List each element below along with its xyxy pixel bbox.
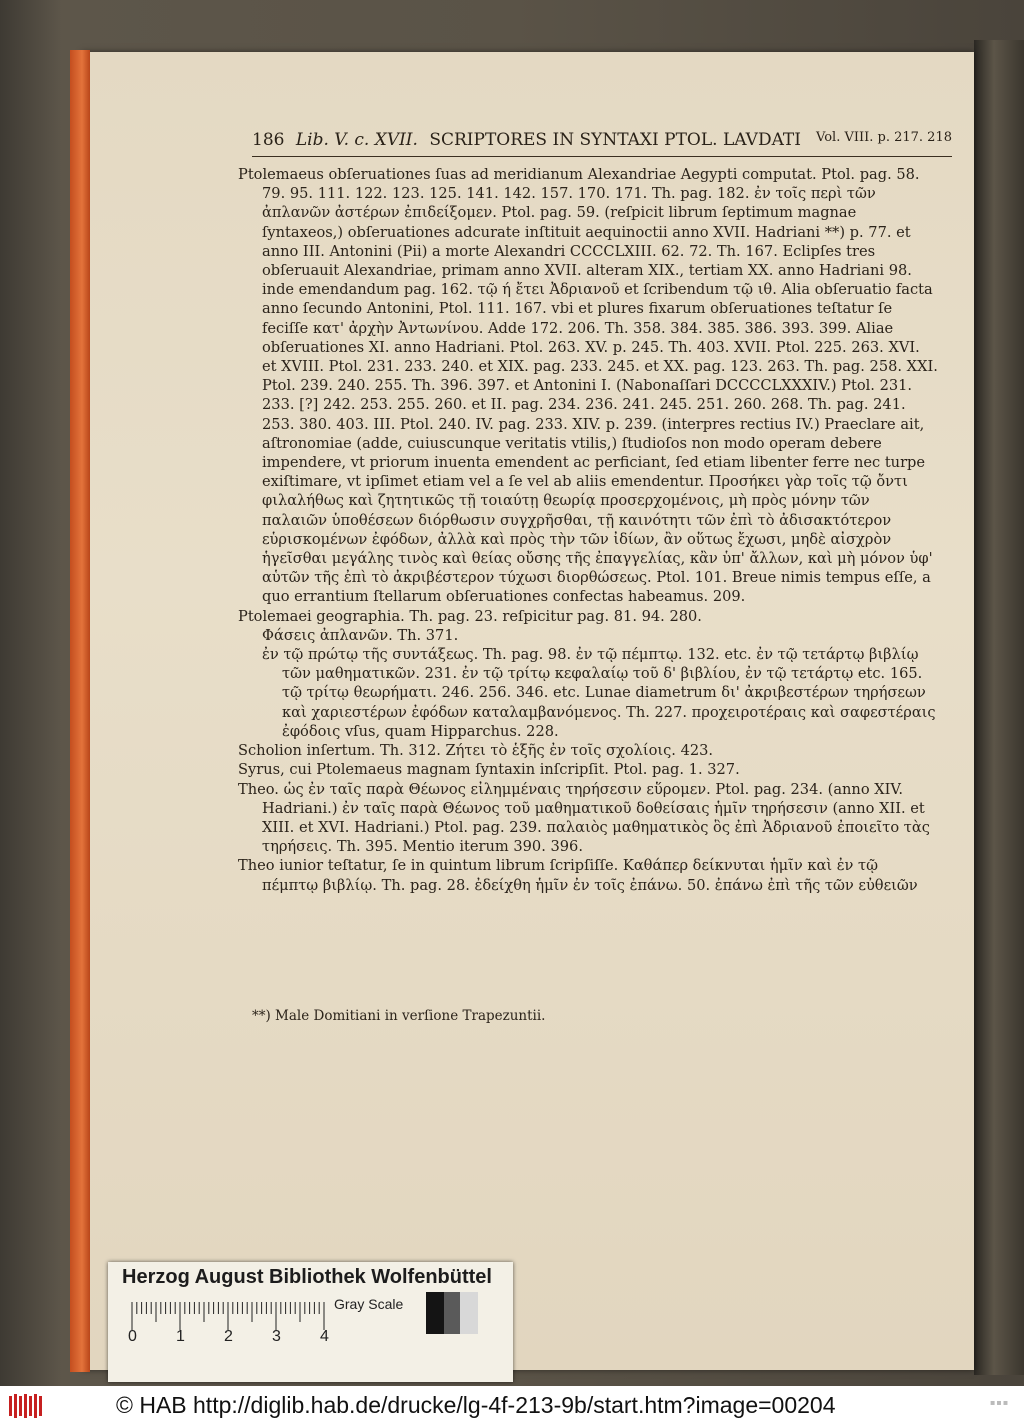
page-body-text xyxy=(238,165,938,895)
copyright-url[interactable]: © HAB http://diglib.hab.de/drucke/lg-4f-213-9b/start.htm?image=00204 xyxy=(116,1392,836,1418)
ruler-number: 4 xyxy=(320,1328,329,1345)
hab-logo-icon xyxy=(8,1392,44,1420)
footnote: **) Male Domitiani in verſione Trapezuntii. xyxy=(252,1008,546,1024)
library-name: Herzog August Bibliothek Wolfenbüttel xyxy=(122,1266,492,1288)
body-paragraph: Ptolemaeus obſeruationes ſuas ad meridianum Alexandriae Aegypti computat. Ptol. pag. 58. 79. 95. 111. 122. 123. 125. 141. 142. 157. 170. 171. Th. pag. 182. ἐν τοῖς περὶ τῶν ἀπλανῶν ἀστέρων ἐπιδείξομεν. Ptol. pag. 59. (reſpicit librum ſeptimum magnae ſyntaxeos,) obſeruationes adcurate inſtituit aequinoctii anno XVII. Hadriani **) p. 77. et anno III. Antonini (Pii) a morte Alexandri CCCCLXIII. 62. 72. Th. 167. Eclipſes tres obſeruauit Alexandriae, primam anno XVII. alteram XIX., tertiam XX. anno Hadriani 98. inde emendandum pag. 162. τῷ ή ἔτει Ἀδριανοῦ et ſcribendum τῷ ιθ. Alia obſeruatio facta anno ſecundo Antonini, Ptol. 111. 167. vbi et plures fixarum obſeruationes teſtatur ſe feciſſe κατ' ἀρχὴν Ἀντωνίνου. Adde 172. 206. Th. 358. 384. 385. 386. 393. 399. Aliae obſeruationes XI. anno Hadriani. Ptol. 263. XV. p. 245. Th. 403. XVII. Ptol. 225. 263. XVI. et XVIII. Ptol. 231. 233. 240. et XIX. pag. 233. 245. et XX. pag. 123. 263. Th. pag. 258. XXI. Ptol. 239. 240. 255. Th. 396. 397. et Antonini I. (Nabonaſſari DCCCCLXXXIV.) Ptol. 231. 233. [?] 242. 253. 255. 260. et II. pag. 234. 236. 241. 245. 251. 260. 268. Th. pag. 241. 253. 380. 403. III. Ptol. 240. IV. pag. 233. XIV. p. 239. (interpres rectius IV.) Praeclare ait, aſtronomiae (adde, cuiuscunque veritatis vtilis,) ſtudioſos non modo operam debere impendere, vt priorum inuenta emendent ac perficiant, ſed etiam libenter ferre nec turpe exiſtimare, vt ipſimet etiam vel a ſe vel ab aliis emendentur. Προσήκει γὰρ τοῖς τῷ ὄντι φιλαλήθως καὶ ζητητικῶς τῇ τοιαύτῃ θεωρίᾳ προσερχομένοις, μὴ πρὸς μόνην τῶν παλαιῶν ὑποθέσεων διόρθωσιν συγχρῆσθαι, τῇ καινότητι τῶν ἐπὶ τὸ ἀδισακτότερον εὑρισκομένων ἐφόδων, ἀλλὰ καὶ πρὸς τὴν τῶν ἰδίων, ἂν οὕτως ἔχωσι, μηδὲ αἰσχρὸν ἡγεῖσθαι μεγάλης τινὸς καὶ θείας οὔσης τῆς ἐπαγγελίας, κἂν ὑπ' ἄλλων, καὶ μὴ μόνον ὑφ' αὑτῶν τῆς ἐπὶ τὸ ἀκριβέστερον τύχωσι διορθώσεως. Ptol. 101. Breue nimis tempus eſſe, a quo errantium ſtellarum obſeruationes confectas habeamus. 209. xyxy=(238,166,938,606)
body-paragraph: ἐν τῷ πρώτῳ τῆς συντάξεως. Th. pag. 98. ἐν τῷ πέμπτῳ. 132. etc. ἐν τῷ τετάρτῳ βιβλίῳ τῶν μαθηματικῶν. 231. ἐν τῷ τρίτῳ κεφαλαίῳ τοῦ δ' βιβλίου, ἐν τῷ τετάρτῳ etc. 165. τῷ τρίτῳ θεωρήματι. 246. 256. 346. etc. Lunae diametrum δι' ἀκριβεστέρων τηρήσεων καὶ χαριεστέρων ἐφόδων καταλαμβανόμενος. Th. 227. προχειροτέραις καὶ σαφεστέραις ἐφόδοις vſus, quam Hipparchus. 228. xyxy=(262,646,936,740)
right-book-edge xyxy=(974,40,1024,1375)
gray-swatch-dark xyxy=(444,1292,460,1334)
gray-swatch-black xyxy=(426,1292,444,1334)
footer-dots: ▪▪▪ xyxy=(990,1398,1010,1407)
body-paragraph: Φάσεις ἀπλανῶν. Th. 371. xyxy=(262,626,459,644)
book-spine-edge xyxy=(70,50,90,1372)
gray-scale-label: Gray Scale xyxy=(334,1296,404,1312)
chapter-ref: Lib. V. c. XVII. xyxy=(295,130,418,150)
ruler-number: 1 xyxy=(176,1328,185,1345)
header-title: SCRIPTORES IN SYNTAXI PTOL. LAVDATI xyxy=(429,130,801,150)
body-paragraph: Ptolemaei geographia. Th. pag. 23. reſpicitur pag. 81. 94. 280. xyxy=(238,607,702,625)
ruler-number: 2 xyxy=(224,1328,233,1345)
ruler-number: 3 xyxy=(272,1328,281,1345)
volume-ref: Vol. VIII. p. 217. 218 xyxy=(816,130,952,145)
running-header xyxy=(252,130,952,154)
footer-bar xyxy=(0,1386,1024,1428)
body-paragraph: Syrus, cui Ptolemaeus magnam ſyntaxin inſcripſit. Ptol. pag. 1. 327. xyxy=(238,761,740,779)
body-paragraph: Scholion inſertum. Th. 312. Ζήτει τὸ ἑξῆς ἐν τοῖς σχολίοις. 423. xyxy=(238,742,714,760)
header-rule xyxy=(252,156,952,157)
body-paragraph: Theo iunior teſtatur, ſe in quintum librum ſcripſiſſe. Καθάπερ δείκνυται ἡμῖν καὶ ἐν τῷ πέμπτῳ βιβλίῳ. Th. pag. 28. ἐδείχθη ἡμῖν ἐν τοῖς ἐπάνω. 50. ἐπάνω ἐπὶ τῆς τῶν εὐθειῶν xyxy=(238,857,918,894)
body-paragraph: Theo. ὡς ἐν ταῖς παρὰ Θέωνος εἰλημμέναις τηρήσεσιν εὕρομεν. Ptol. pag. 234. (anno XIV. Hadriani.) ἐν ταῖς παρὰ Θέωνος τοῦ μαθηματικοῦ δοθείσαις ἡμῖν τηρήσεσιν (anno XII. et XIII. et XVI. Hadriani.) Ptol. pag. 239. παλαιὸς μαθηματικὸς ὃς ἐπὶ Ἀδριανοῦ ἐποιεῖτο τὰς τηρήσεις. Th. 395. Mentio iterum 390. 396. xyxy=(238,780,930,856)
ruler-ticks xyxy=(130,1300,330,1330)
ruler-number: 0 xyxy=(128,1328,137,1345)
gray-swatch-light xyxy=(460,1292,478,1334)
page-number: 186 xyxy=(252,130,285,150)
color-scale-card xyxy=(108,1262,513,1382)
